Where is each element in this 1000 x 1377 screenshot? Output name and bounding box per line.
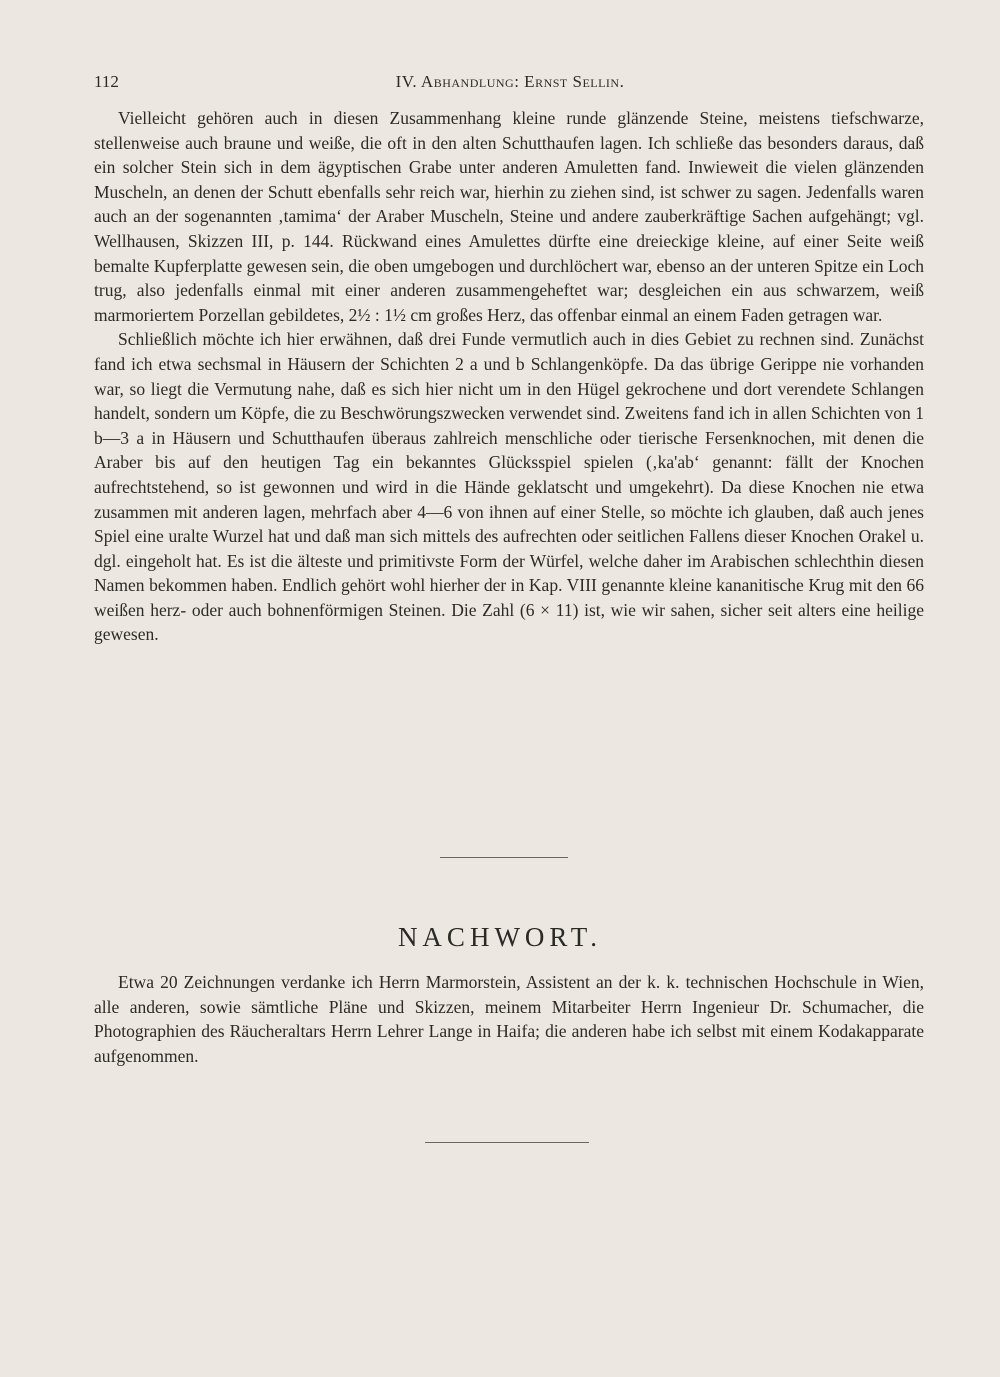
page-number: 112	[94, 72, 119, 91]
paragraph-afterword: Etwa 20 Zeichnungen verdanke ich Herrn Marmorstein, Assistent an der k. k. technischen Hochschule in Wien, alle anderen, sowie sämtliche Pläne und Skizzen, meinem Mitarbeiter Herrn Ingenieur Dr. Schumacher, die Photographien des Räucheraltars Herrn Lehrer Lange in Haifa; die anderen habe ich selbst mit einem Kodakapparate aufgenommen.	[94, 972, 924, 1066]
afterword-heading: NACHWORT.	[397, 922, 603, 952]
body-text	[94, 106, 924, 647]
running-head	[94, 72, 926, 94]
afterword-text	[94, 970, 924, 1068]
paragraph-finds: Schließlich möchte ich hier erwähnen, daß drei Funde vermutlich auch in dies Gebiet zu rechnen sind. Zunächst fand ich etwa sechsmal in Häusern der Schichten 2 a und b Schlangenköpfe. Da das übrige Gerippe nie vorhanden war, so liegt die Vermutung nahe, daß es sich hier nicht um in den Hügel gekrochene und dort verendete Schlangen handelt, sondern um Köpfe, die zu Beschwörungszwecken verwendet sind. Zweitens fand ich in allen Schichten von 1 b—3 a in Häusern und Schutthaufen überaus zahlreich menschliche oder tierische Fersenknochen, mit denen die Araber bis auf den heutigen Tag ein bekanntes Glücksspiel spielen (‚ka'ab‘ genannt: fällt der Knochen aufrechtstehend, so ist gewonnen und wird in die Hände geklatscht und umgekehrt). Da diese Knochen nie etwa zusammen mit anderen lagen, mehrfach aber 4—6 von ihnen auf einer Stelle, so möchte ich glauben, daß auch jenes Spiel eine uralte Wurzel hat und daß man sich mittels des aufrechten oder seitlichen Fallens dieser Knochen Orakel u. dgl. eingeholt hat. Es ist die älteste und primitivste Form der Würfel, welche daher im Arabischen schlechthin diesen Namen bekommen haben. Endlich gehört wohl hierher der in Kap. VIII genannte kleine kananitische Krug mit den 66 weißen herz- oder auch bohnenförmigen Steinen. Die Zahl (6 × 11) ist, wie wir sahen, sicher seit alters eine heilige gewesen.	[94, 329, 924, 645]
running-title: IV. Abhandlung: Ernst Sellin.	[395, 72, 625, 91]
section-divider	[440, 857, 568, 858]
paragraph-amulets: Vielleicht gehören auch in diesen Zusammenhang kleine runde glänzende Steine, meistens tiefschwarze, stellenweise auch braune und weiße, die oft in den alten Schutthaufen lagen. Ich schließe das besonders daraus, daß ein solcher Stein sich in dem ägyptischen Grabe unter anderen Amuletten fand. Inwieweit die vielen glänzenden Muscheln, an denen der Schutt ebenfalls sehr reich war, hierhin zu ziehen sind, ist schwer zu sagen. Jedenfalls waren auch an der sogenannten ‚tamima‘ der Araber Muscheln, Steine und andere zauberkräftige Sachen aufgehängt; vgl. Wellhausen, Skizzen III, p. 144. Rückwand eines Amulettes dürfte eine dreieckige kleine, auf einer Seite weiß bemalte Kupferplatte gewesen sein, die oben umgebogen und durchlöchert war, ebenso an der unteren Spitze ein Loch trug, also jedenfalls einmal mit einer anderen zusammengeheftet war; desgleichen ein aus schwarzem, weiß marmoriertem Porzellan gebildetes, 2½ : 1½ cm großes Herz, das offenbar einmal an einem Faden getragen war.	[94, 108, 924, 325]
end-divider	[425, 1142, 589, 1143]
